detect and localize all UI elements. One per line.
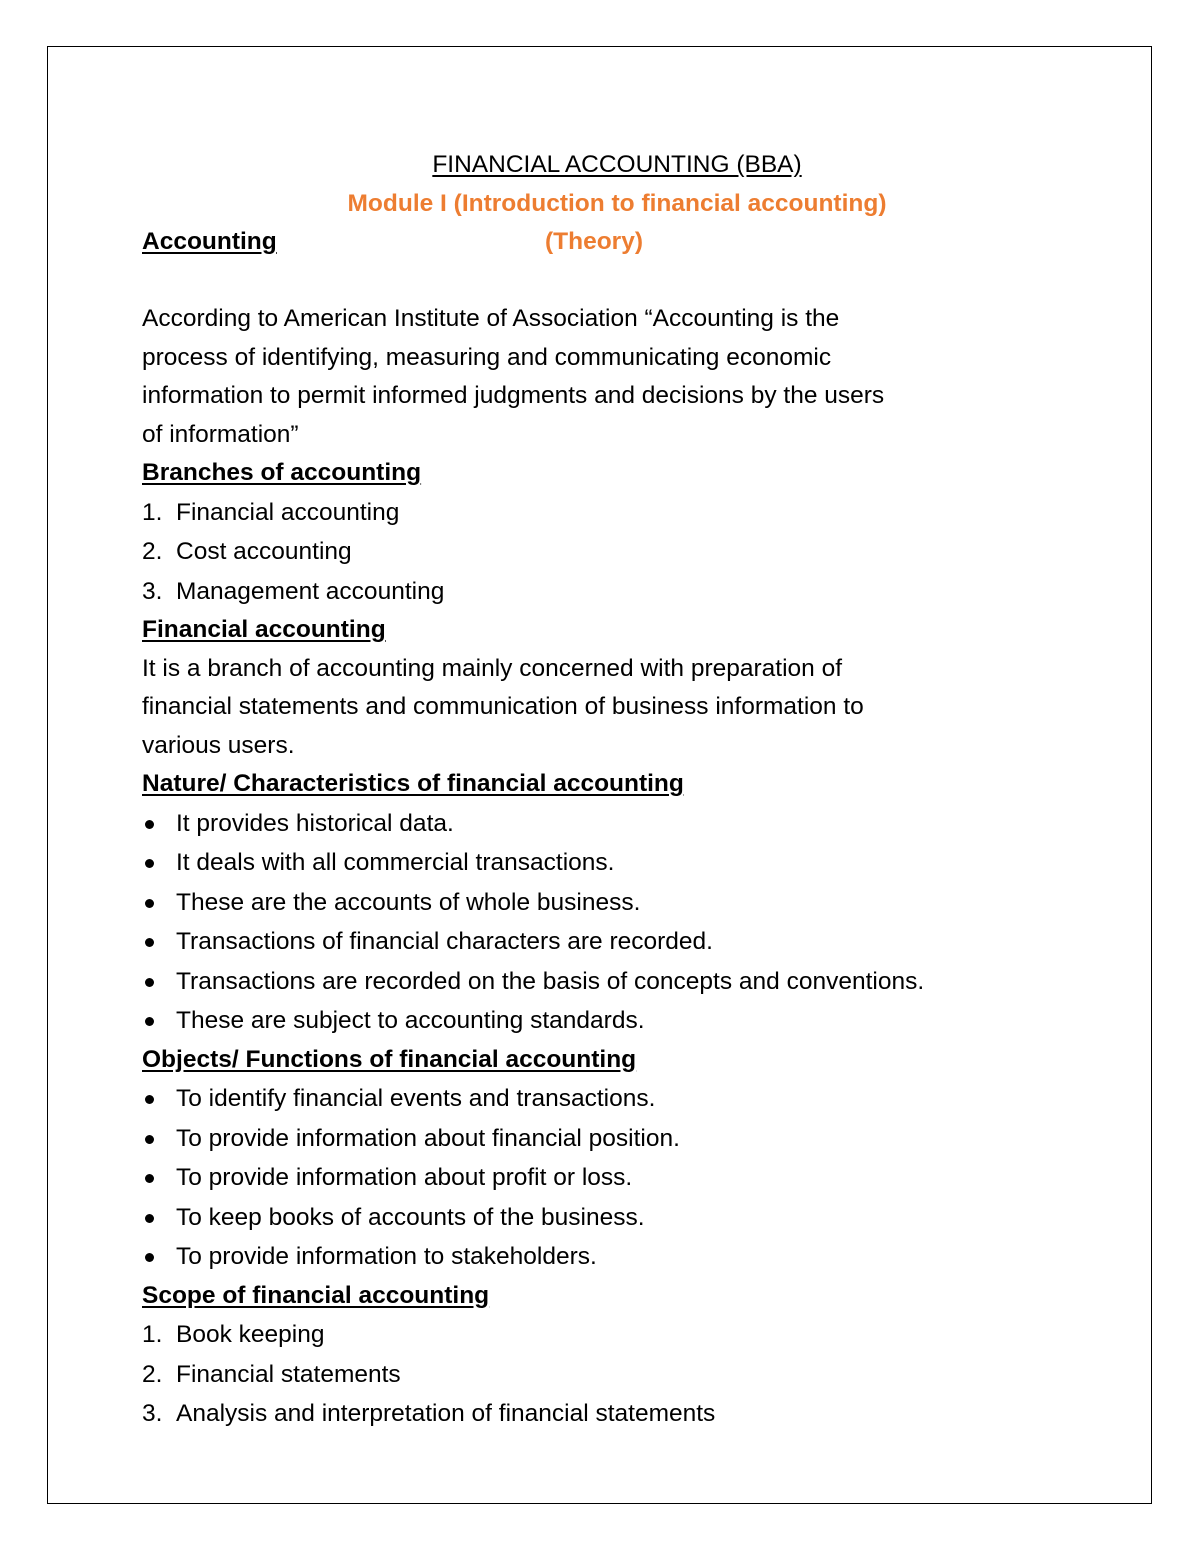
list-item-text: These are subject to accounting standards. <box>176 1007 645 1034</box>
branches-list <box>142 493 1102 612</box>
spacer <box>142 262 1102 301</box>
list-item-text: It deals with all commercial transactions. <box>176 849 615 876</box>
list-item <box>142 1237 1102 1277</box>
list-item-text: To identify financial events and transactions. <box>176 1085 656 1112</box>
bullet-icon <box>145 859 154 868</box>
accounting-definition <box>142 300 1102 454</box>
list-item <box>142 1158 1102 1198</box>
objects-heading: Objects/ Functions of financial accounting <box>142 1045 637 1073</box>
bullet-icon <box>145 899 154 908</box>
list-item-text: To keep books of accounts of the business. <box>176 1203 645 1231</box>
list-number: 2. <box>142 538 163 565</box>
description-line: various users. <box>142 731 295 759</box>
objects-list <box>142 1079 1102 1277</box>
list-item <box>142 883 1102 923</box>
list-item <box>142 1315 1102 1355</box>
list-item <box>142 1119 1102 1159</box>
bullet-icon <box>145 938 154 947</box>
list-item-text: It provides historical data. <box>176 809 454 837</box>
description-line: financial statements and communication of business information to <box>142 693 864 720</box>
list-number: 2. <box>142 1360 163 1388</box>
definition-line: According to American Institute of Association “Accounting is the <box>142 305 840 332</box>
branches-heading: Branches of accounting <box>142 459 422 486</box>
scope-heading: Scope of financial accounting <box>142 1281 490 1309</box>
financial-accounting-description <box>142 650 1102 766</box>
accounting-heading-row <box>142 223 1102 262</box>
list-number: 3. <box>142 577 163 605</box>
nature-heading: Nature/ Characteristics of financial accounting <box>142 770 684 797</box>
definition-line: process of identifying, measuring and communicating economic <box>142 343 832 371</box>
list-item <box>142 804 1102 844</box>
document-body <box>142 146 1102 1434</box>
list-item-text: To provide information about financial position. <box>176 1124 680 1152</box>
bullet-icon <box>145 1135 154 1144</box>
list-item-text: These are the accounts of whole business. <box>176 888 641 916</box>
bullet-icon <box>145 1095 154 1104</box>
scope-list <box>142 1315 1102 1434</box>
accounting-heading: Accounting <box>142 228 277 255</box>
list-item-text: To provide information to stakeholders. <box>176 1243 597 1270</box>
description-line: It is a branch of accounting mainly concerned with preparation of <box>142 654 843 682</box>
bullet-icon <box>145 1017 154 1026</box>
list-item <box>142 922 1102 962</box>
list-item <box>142 493 1102 533</box>
bullet-icon <box>145 1253 154 1262</box>
bullet-icon <box>145 820 154 829</box>
list-item-text: Analysis and interpretation of financial statements <box>176 1400 716 1427</box>
bullet-icon <box>145 1214 154 1223</box>
list-item-text: Financial statements <box>176 1360 401 1388</box>
list-item-text: Transactions are recorded on the basis of concepts and conventions. <box>176 967 925 995</box>
list-item <box>142 1079 1102 1119</box>
list-item-text: To provide information about profit or loss. <box>176 1164 633 1191</box>
list-item <box>142 532 1102 572</box>
list-item <box>142 1355 1102 1395</box>
list-number: 1. <box>142 498 163 526</box>
list-item <box>142 572 1102 612</box>
document-title: FINANCIAL ACCOUNTING (BBA) <box>432 151 802 178</box>
list-item <box>142 1394 1102 1434</box>
list-item <box>142 1001 1102 1041</box>
list-item <box>142 843 1102 883</box>
definition-line: information to permit informed judgments and decisions by the users <box>142 382 885 409</box>
nature-list <box>142 804 1102 1041</box>
list-item <box>142 962 1102 1002</box>
list-number: 1. <box>142 1321 163 1348</box>
list-item-text: Book keeping <box>176 1321 325 1348</box>
financial-accounting-heading: Financial accounting <box>142 616 386 643</box>
list-item-text: Cost accounting <box>176 538 352 565</box>
module-title: Module I (Introduction to financial accounting) <box>347 189 887 217</box>
definition-line: of information” <box>142 420 299 448</box>
list-item <box>142 1198 1102 1238</box>
bullet-icon <box>145 978 154 987</box>
list-item-text: Financial accounting <box>176 498 400 526</box>
list-item-text: Management accounting <box>176 577 445 605</box>
list-number: 3. <box>142 1400 163 1427</box>
bullet-icon <box>145 1174 154 1183</box>
list-item-text: Transactions of financial characters are recorded. <box>176 928 713 955</box>
theory-label: (Theory) <box>545 228 643 255</box>
